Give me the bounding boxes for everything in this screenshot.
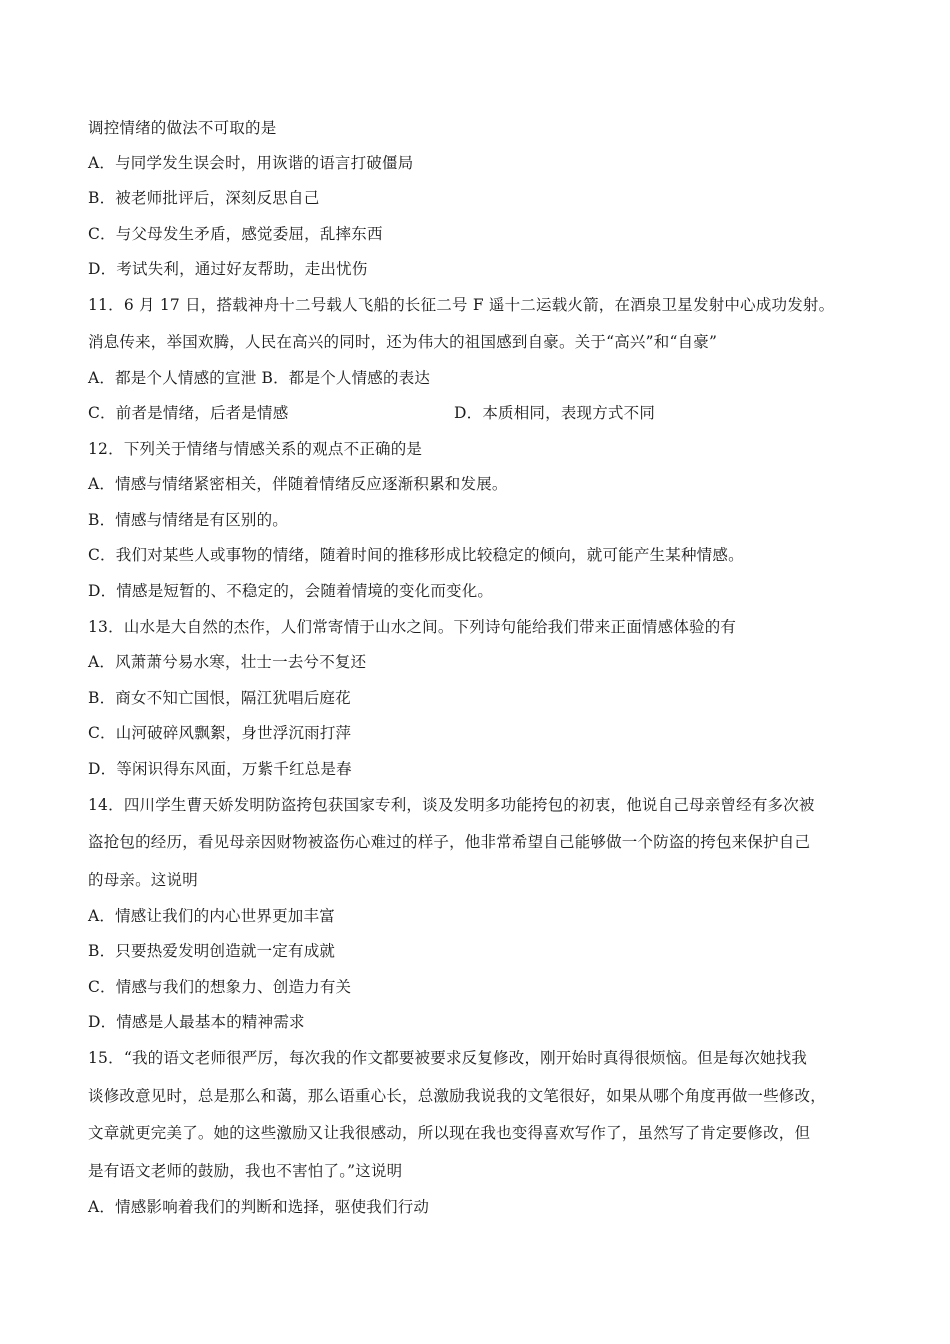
q14-option-c: C．情感与我们的想象力、创造力有关 — [88, 978, 352, 996]
q14-stem-line-2: 盗抢包的经历，看见母亲因财物被盗伤心难过的样子，他非常希望自己能够做一个防盗的挎包来保护自己 — [88, 833, 811, 851]
q15-stem-line-1: 15．“我的语文老师很严厉，每次我的作文都要被要求反复修改，刚开始时真得很烦恼。但是每次她找我 — [88, 1049, 808, 1067]
q10-option-b: B．被老师批评后，深刻反思自己 — [88, 189, 320, 207]
q11-option-ab: A．都是个人情感的宣泄 B．都是个人情感的表达 — [88, 369, 431, 387]
q15-option-a: A．情感影响着我们的判断和选择，驱使我们行动 — [88, 1198, 430, 1216]
q14-option-b: B．只要热爱发明创造就一定有成就 — [88, 942, 336, 960]
q14-stem-line-1: 14．四川学生曹天娇发明防盗挎包获国家专利，谈及发明多功能挎包的初衷，他说自己母亲曾经有多次被 — [88, 796, 815, 814]
q14-option-a: A．情感让我们的内心世界更加丰富 — [88, 907, 335, 925]
q12-stem: 12．下列关于情绪与情感关系的观点不正确的是 — [88, 440, 423, 458]
q15-stem-line-2: 谈修改意见时，总是那么和蔼，那么语重心长，总激励我说我的文笔很好，如果从哪个角度再做一些修改， — [88, 1087, 826, 1105]
q13-option-c: C．山河破碎风飘絮，身世浮沉雨打萍 — [88, 724, 352, 742]
q10-option-d: D．考试失利，通过好友帮助，走出忧伤 — [88, 260, 368, 278]
q10-option-c: C．与父母发生矛盾，感觉委屈，乱摔东西 — [88, 225, 383, 243]
q13-option-b: B．商女不知亡国恨，隔江犹唱后庭花 — [88, 689, 351, 707]
q15-stem-line-4: 是有语文老师的鼓励，我也不害怕了。”这说明 — [88, 1162, 403, 1180]
q11-stem-line-1: 11．6 月 17 日，搭载神舟十二号载人飞船的长征二号 F 遥十二运载火箭，在酒泉卫星发射中心成功发射。 — [88, 296, 835, 314]
q14-option-d: D．情感是人最基本的精神需求 — [88, 1013, 305, 1031]
q13-option-d: D．等闲识得东风面，万紫千红总是春 — [88, 760, 352, 778]
q11-option-c: C．前者是情绪，后者是情感 — [88, 404, 289, 422]
q11-stem-line-2: 消息传来，举国欢腾，人民在高兴的同时，还为伟大的祖国感到自豪。关于“高兴”和“自豪” — [88, 333, 718, 351]
q15-stem-line-3: 文章就更完美了。她的这些激励又让我很感动，所以现在我也变得喜欢写作了，虽然写了肯定要修改，但 — [88, 1124, 811, 1142]
q10-stem: 调控情绪的做法不可取的是 — [88, 119, 277, 137]
q13-stem: 13．山水是大自然的杰作，人们常寄情于山水之间。下列诗句能给我们带来正面情感体验的有 — [88, 618, 737, 636]
q10-option-a: A．与同学发生误会时，用诙谐的语言打破僵局 — [88, 154, 414, 172]
q14-stem-line-3: 的母亲。这说明 — [88, 871, 198, 889]
q12-option-d: D．情感是短暂的、不稳定的，会随着情境的变化而变化。 — [88, 582, 494, 600]
q13-option-a: A．风萧萧兮易水寒，壮士一去兮不复还 — [88, 653, 367, 671]
q12-option-c: C．我们对某些人或事物的情绪，随着时间的推移形成比较稳定的倾向，就可能产生某种情感。 — [88, 546, 744, 564]
q11-options-cd-row — [88, 403, 868, 423]
q12-option-b: B．情感与情绪是有区别的。 — [88, 511, 288, 529]
q11-option-d: D．本质相同，表现方式不同 — [454, 404, 656, 422]
q12-option-a: A．情感与情绪紧密相关，伴随着情绪反应逐渐积累和发展。 — [88, 475, 508, 493]
